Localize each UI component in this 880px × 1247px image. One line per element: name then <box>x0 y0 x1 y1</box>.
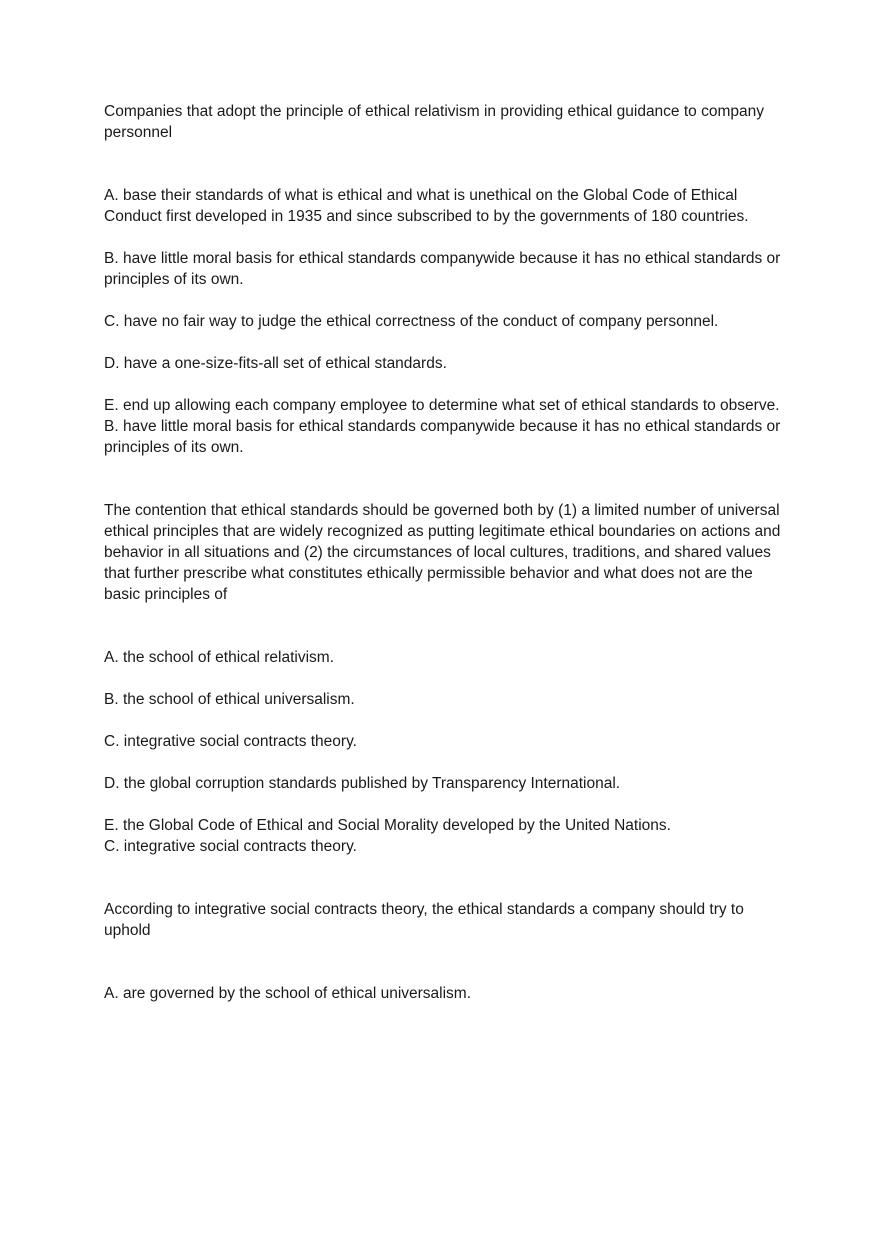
answer-choice: A. base their standards of what is ethical and what is unethical on the Global Code of Ethical Conduct first developed in 1935 and since subscribed to by the governments of 180 countries. <box>104 187 749 225</box>
answer-choice: A. are governed by the school of ethical universalism. <box>104 985 472 1002</box>
answer-choice: B. the school of ethical universalism. <box>104 691 355 708</box>
answer-choice: E. the Global Code of Ethical and Social Morality developed by the United Nations. <box>104 817 671 834</box>
answer-choice: D. the global corruption standards published by Transparency International. <box>104 775 621 792</box>
correct-answer: B. have little moral basis for ethical standards companywide because it has no ethical standards or principles of its own. <box>104 418 781 456</box>
question-stem: According to integrative social contracts theory, the ethical standards a company should try to uphold <box>104 901 744 939</box>
answer-choice: E. end up allowing each company employee to determine what set of ethical standards to observe. <box>104 397 780 414</box>
answer-choice: C. have no fair way to judge the ethical correctness of the conduct of company personnel. <box>104 313 719 330</box>
answer-choice: C. integrative social contracts theory. <box>104 733 357 750</box>
answer-choice: D. have a one-size-fits-all set of ethical standards. <box>104 355 447 372</box>
answer-choice: B. have little moral basis for ethical standards companywide because it has no ethical standards or principles of its own. <box>104 250 781 288</box>
question-block <box>104 899 790 1004</box>
question-block <box>104 101 790 458</box>
answer-choice: A. the school of ethical relativism. <box>104 649 335 666</box>
question-stem: Companies that adopt the principle of ethical relativism in providing ethical guidance to company personnel <box>104 103 764 141</box>
correct-answer: C. integrative social contracts theory. <box>104 838 357 855</box>
document-page <box>104 101 790 1004</box>
question-block <box>104 500 790 857</box>
question-stem: The contention that ethical standards should be governed both by (1) a limited number of universal ethical principles that are widely recognized as putting legitimate ethical boundaries on actions and behavior in all situations and (2) the circumstances of local cultures, traditions, and shared values that further prescribe what constitutes ethically permissible behavior and what does not are the basic principles of <box>104 502 781 603</box>
